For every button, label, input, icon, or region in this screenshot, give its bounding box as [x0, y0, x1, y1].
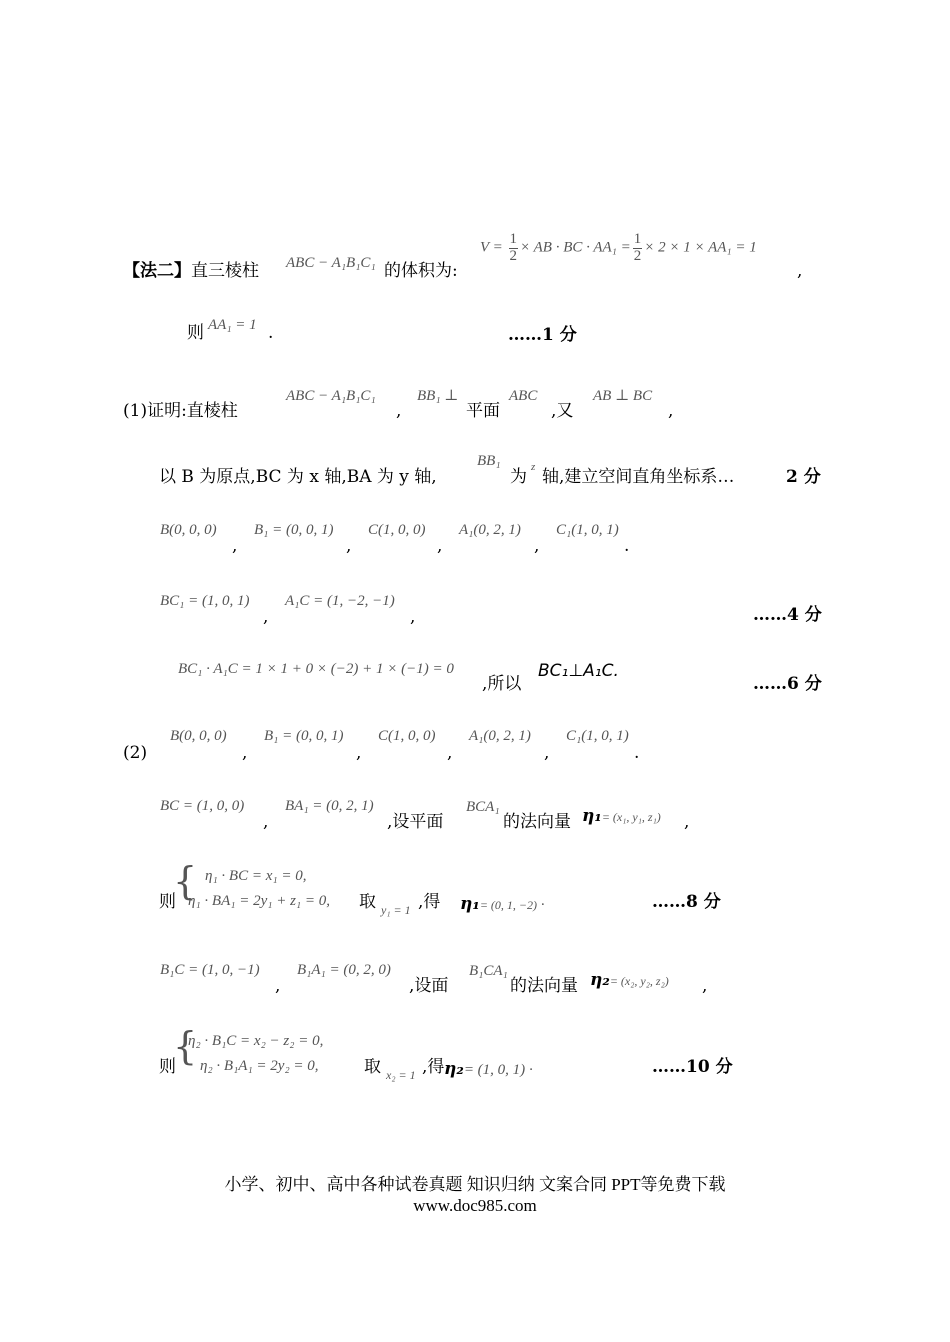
eta1-value-text: = (0, 1, −2)	[479, 898, 537, 912]
system1-line2: η₁ · BA₁ = 2y₁ + z₁ = 0,	[188, 893, 330, 909]
part2-label: (2)	[123, 743, 148, 763]
coord-tail: 轴,建立空间直角坐标系…	[542, 467, 735, 487]
eta1-symbol-2: η₁	[460, 894, 480, 914]
plane-b1ca1: B₁CA₁	[469, 963, 508, 979]
normal-label: 的法向量	[503, 812, 571, 832]
method-tag: 【法二】	[123, 261, 191, 281]
set-plane-2: ,设面	[409, 976, 449, 996]
sep: ,	[275, 976, 281, 996]
point-b: B(0, 0, 0)	[160, 522, 217, 538]
point-a1: A₁(0, 2, 1)	[459, 522, 521, 538]
sep: ,	[346, 536, 352, 556]
sep: ,	[263, 812, 269, 832]
intro-text: 直三棱柱	[191, 261, 259, 281]
system1-line1: η₁ · BC = x₁ = 0,	[205, 868, 307, 884]
vector-b1a1: B₁A₁ = (0, 2, 0)	[297, 962, 391, 978]
sep: ,	[242, 743, 248, 763]
plane-bca1: BCA₁	[466, 799, 500, 815]
eta1-symbol: η₁	[582, 806, 602, 826]
vector-ba1: BA₁ = (0, 2, 1)	[285, 798, 374, 814]
plane-label: 平面	[466, 401, 500, 421]
volume-label: 的体积为:	[384, 261, 458, 281]
vector-bc1: BC₁ = (1, 0, 1)	[160, 593, 250, 609]
normal-label-2: 的法向量	[510, 976, 578, 996]
sep: ,	[447, 743, 453, 763]
sep: .	[624, 536, 630, 556]
then-label-3: 则	[159, 1057, 176, 1077]
point-c: C(1, 0, 0)	[368, 522, 426, 538]
and-label: ,又	[551, 401, 574, 421]
eta2-symbol: η₂	[590, 970, 610, 990]
then-label-2: 则	[159, 892, 176, 912]
brace-2: {	[173, 1024, 198, 1068]
coord-text: 以 B 为原点,BC 为 x 轴,BA 为 y 轴,	[159, 467, 437, 487]
sep: ,	[702, 976, 708, 996]
take-y1: y₁ = 1	[381, 903, 411, 917]
eta2-value: η₂= (1, 0, 1) ·	[444, 1059, 533, 1079]
point-c1: C₁(1, 0, 1)	[556, 522, 619, 538]
volume-formula: V = $\frac{1}{2}$ × AB · BC · AA₁ = $\frac{1}{2}$ × 2 × 1 × AA₁ = 1	[480, 231, 757, 264]
dot-product: BC₁ · A₁C = 1 × 1 + 0 × (−2) + 1 × (−1) = 0	[178, 661, 454, 677]
method-header	[123, 263, 259, 280]
p2-point-b: B(0, 0, 0)	[170, 728, 227, 744]
sep: ,	[684, 812, 690, 832]
then-label: 则	[187, 323, 204, 343]
comma: ,	[797, 261, 803, 281]
sep: ,	[544, 743, 550, 763]
set-plane: ,设平面	[387, 812, 444, 832]
sep: ,	[534, 536, 540, 556]
vector-a1c: A₁C = (1, −2, −1)	[285, 593, 395, 609]
bb1-axis: BB₁	[477, 453, 501, 469]
brace-1: {	[173, 859, 198, 903]
sep: ,	[356, 743, 362, 763]
eta2-value-text: = (1, 0, 1)	[463, 1062, 526, 1078]
eta1-components: = (x₁, y₁, z₁)	[601, 810, 661, 824]
score-4: ……4 分	[753, 605, 822, 625]
part1-comma: ,	[396, 401, 402, 421]
eta2-def	[590, 972, 669, 989]
take-x2: x₂ = 1	[386, 1068, 416, 1082]
score-1: ……1 分	[508, 325, 577, 345]
sep: ,	[437, 536, 443, 556]
score-6: ……6 分	[753, 674, 822, 694]
p2-point-a1: A₁(0, 2, 1)	[469, 728, 531, 744]
z-var: z	[531, 461, 536, 473]
sep: .	[634, 743, 640, 763]
bb1-perp: BB₁ ⊥	[417, 388, 459, 404]
eta2-components: = (x₂, y₂, z₂)	[609, 974, 669, 988]
volume-formula-mid: × AB · BC · AA₁ =	[520, 239, 631, 256]
part1-label: (1)证明:直棱柱	[123, 401, 238, 421]
footer-line1: 小学、初中、高中各种试卷真题 知识归纳 文案合同 PPT等免费下载	[224, 1175, 726, 1194]
score-8: ……8 分	[652, 892, 721, 912]
eta2-symbol-2: η₂	[444, 1059, 464, 1079]
period: .	[268, 323, 274, 343]
p2-point-c1: C₁(1, 0, 1)	[566, 728, 629, 744]
aa1-equation: AA₁ = 1	[208, 317, 257, 333]
part1-comma2: ,	[668, 401, 674, 421]
system2-line2: η₂ · B₁A₁ = 2y₂ = 0,	[200, 1058, 319, 1074]
sep: ,	[263, 607, 269, 627]
footer-url[interactable]: www.doc985.com	[413, 1196, 537, 1215]
sep: ,	[232, 536, 238, 556]
plane-abc: ABC	[509, 388, 538, 404]
volume-formula-end: × 2 × 1 × AA₁ = 1	[644, 239, 757, 256]
get-label-2: ,得	[422, 1057, 445, 1077]
vector-b1c: B₁C = (1, 0, −1)	[160, 962, 260, 978]
eta1-value: η₁= (0, 1, −2) ·	[460, 894, 545, 914]
score-2: 2 分	[786, 467, 821, 487]
p2-point-c: C(1, 0, 0)	[378, 728, 436, 744]
sep: ,	[410, 607, 416, 627]
eta1-def	[582, 808, 661, 825]
take-label-2: 取	[364, 1057, 381, 1077]
ab-perp-bc: AB ⊥ BC	[593, 388, 653, 404]
p2-point-b1: B₁ = (0, 0, 1)	[264, 728, 344, 744]
so-label: ,所以	[482, 674, 522, 694]
system2-line1: η₂ · B₁C = x₂ − z₂ = 0,	[188, 1033, 324, 1049]
get-label: ,得	[418, 892, 441, 912]
part1-prism: ABC − A₁B₁C₁	[286, 388, 376, 404]
take-label: 取	[359, 892, 376, 912]
vector-bc: BC = (1, 0, 0)	[160, 798, 245, 814]
prism-formula: ABC − A₁B₁C₁	[286, 255, 376, 271]
point-b1: B₁ = (0, 0, 1)	[254, 522, 334, 538]
conclusion: BC₁⊥A₁C.	[538, 661, 619, 681]
z-text: 为	[510, 467, 527, 487]
score-10: ……10 分	[652, 1057, 733, 1077]
